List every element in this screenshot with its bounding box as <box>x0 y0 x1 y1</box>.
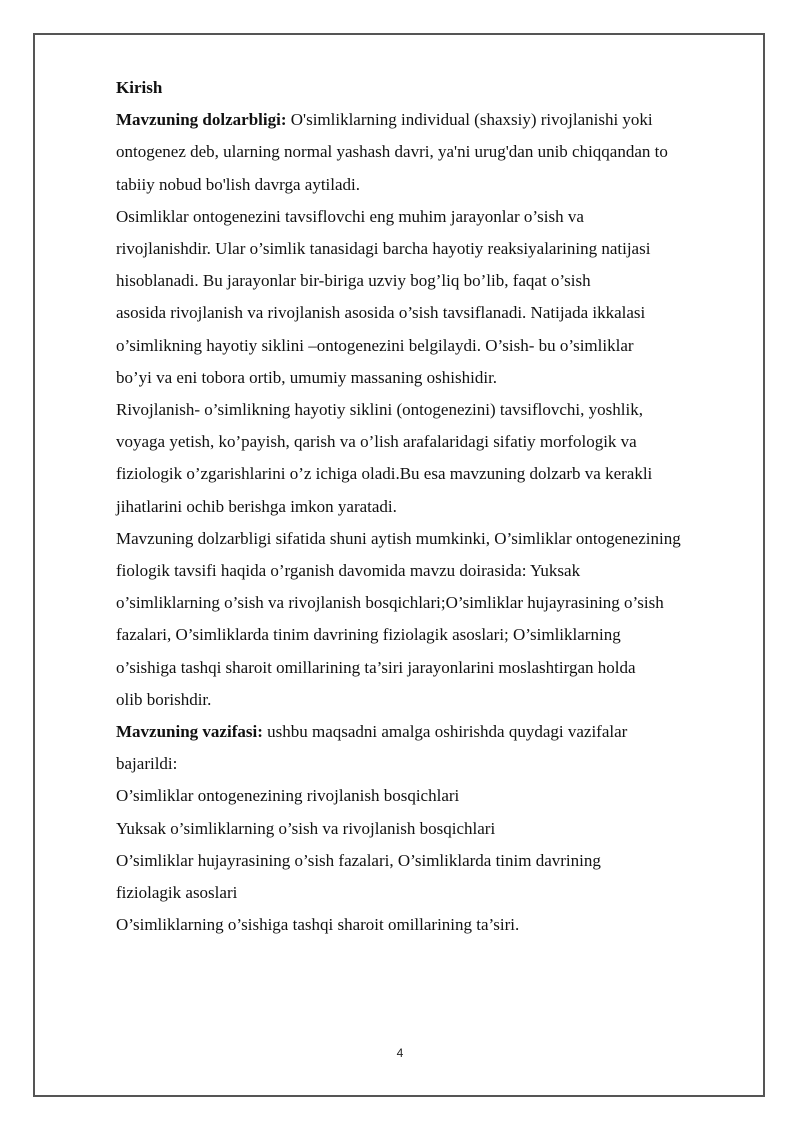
growth-line: rivojlanishdir. Ular o’simlik tanasidagi barcha hayotiy reaksiyalarining natijasi <box>116 239 651 259</box>
tasks-text: ushbu maqsadni amalga oshirishda quydagi vazifalar <box>262 722 628 742</box>
relevance-text: O'simliklarning individual (shaxsiy) rivojlanishi yoki <box>286 110 653 130</box>
task-item: fiziolagik asoslari <box>116 883 238 903</box>
growth-line: o’simlikning hayotiy siklini –ontogenezini belgilaydi. O’sish- bu o’simliklar <box>116 335 634 355</box>
scope-line: fazalari, O’simliklarda tinim davrining fiziolagik asoslari; O’simliklarning <box>116 625 621 645</box>
scope-line: o’simliklarning o’sish va rivojlanish bosqichlari;O’simliklar hujayrasining o’sish <box>116 593 664 613</box>
task-item: Yuksak o’simliklarning o’sish va rivojlanish bosqichlari <box>116 818 496 838</box>
tasks-label: Mavzuning vazifasi: <box>116 722 263 742</box>
relevance-line-3: tabiiy nobud bo'lish davrga aytiladi. <box>116 174 361 194</box>
task-item: O’simliklar ontogenezining rivojlanish bosqichlari <box>116 786 460 806</box>
task-item: O’simliklar hujayrasining o’sish fazalari, O’simliklarda tinim davrining <box>116 850 601 870</box>
section-heading: Kirish <box>116 78 163 97</box>
scope-line: o’sishiga tashqi sharoit omillarining ta’siri jarayonlarini moslashtirgan holda <box>116 657 636 677</box>
development-line: jihatlarini ochib berishga imkon yaratadi. <box>116 496 397 516</box>
scope-line: fiologik tavsifi haqida o’rganish davomida mavzu doirasida: Yuksak <box>116 561 581 581</box>
relevance-line-1 <box>116 104 744 136</box>
page-number: 4 <box>396 1046 404 1060</box>
scope-line: Mavzuning dolzarbligi sifatida shuni aytish mumkinki, O’simliklar ontogenezining <box>116 528 681 548</box>
relevance-line-2: ontogenez deb, ularning normal yashash davri, ya'ni urug'dan unib chiqqandan to <box>116 142 668 162</box>
development-line: fiziologik o’zgarishlarini o’z ichiga oladi.Bu esa mavzuning dolzarb va kerakli <box>116 464 653 484</box>
task-item: O’simliklarning o’sishiga tashqi sharoit omillarining ta’siri. <box>116 915 520 935</box>
growth-line: bo’yi va eni tobora ortib, umumiy massaning oshishidir. <box>116 367 498 387</box>
tasks-line-1 <box>116 716 744 748</box>
scope-line: olib borishdir. <box>116 689 212 709</box>
tasks-line-2: bajarildi: <box>116 754 178 774</box>
development-line: voyaga yetish, ko’payish, qarish va o’lish arafalaridagi sifatiy morfologik va <box>116 432 637 452</box>
growth-line: Osimliklar ontogenezini tavsiflovchi eng muhim jarayonlar o’sish va <box>116 206 584 226</box>
growth-line: asosida rivojlanish va rivojlanish asosida o’sish tavsiflanadi. Natijada ikkalasi <box>116 303 646 323</box>
document-body <box>116 72 744 941</box>
relevance-label: Mavzuning dolzarbligi: <box>116 110 287 130</box>
growth-line: hisoblanadi. Bu jarayonlar bir-biriga uzviy bog’liq bo’lib, faqat o’sish <box>116 271 591 291</box>
development-line: Rivojlanish- o’simlikning hayotiy siklini (ontogenezini) tavsiflovchi, yoshlik, <box>116 400 643 420</box>
